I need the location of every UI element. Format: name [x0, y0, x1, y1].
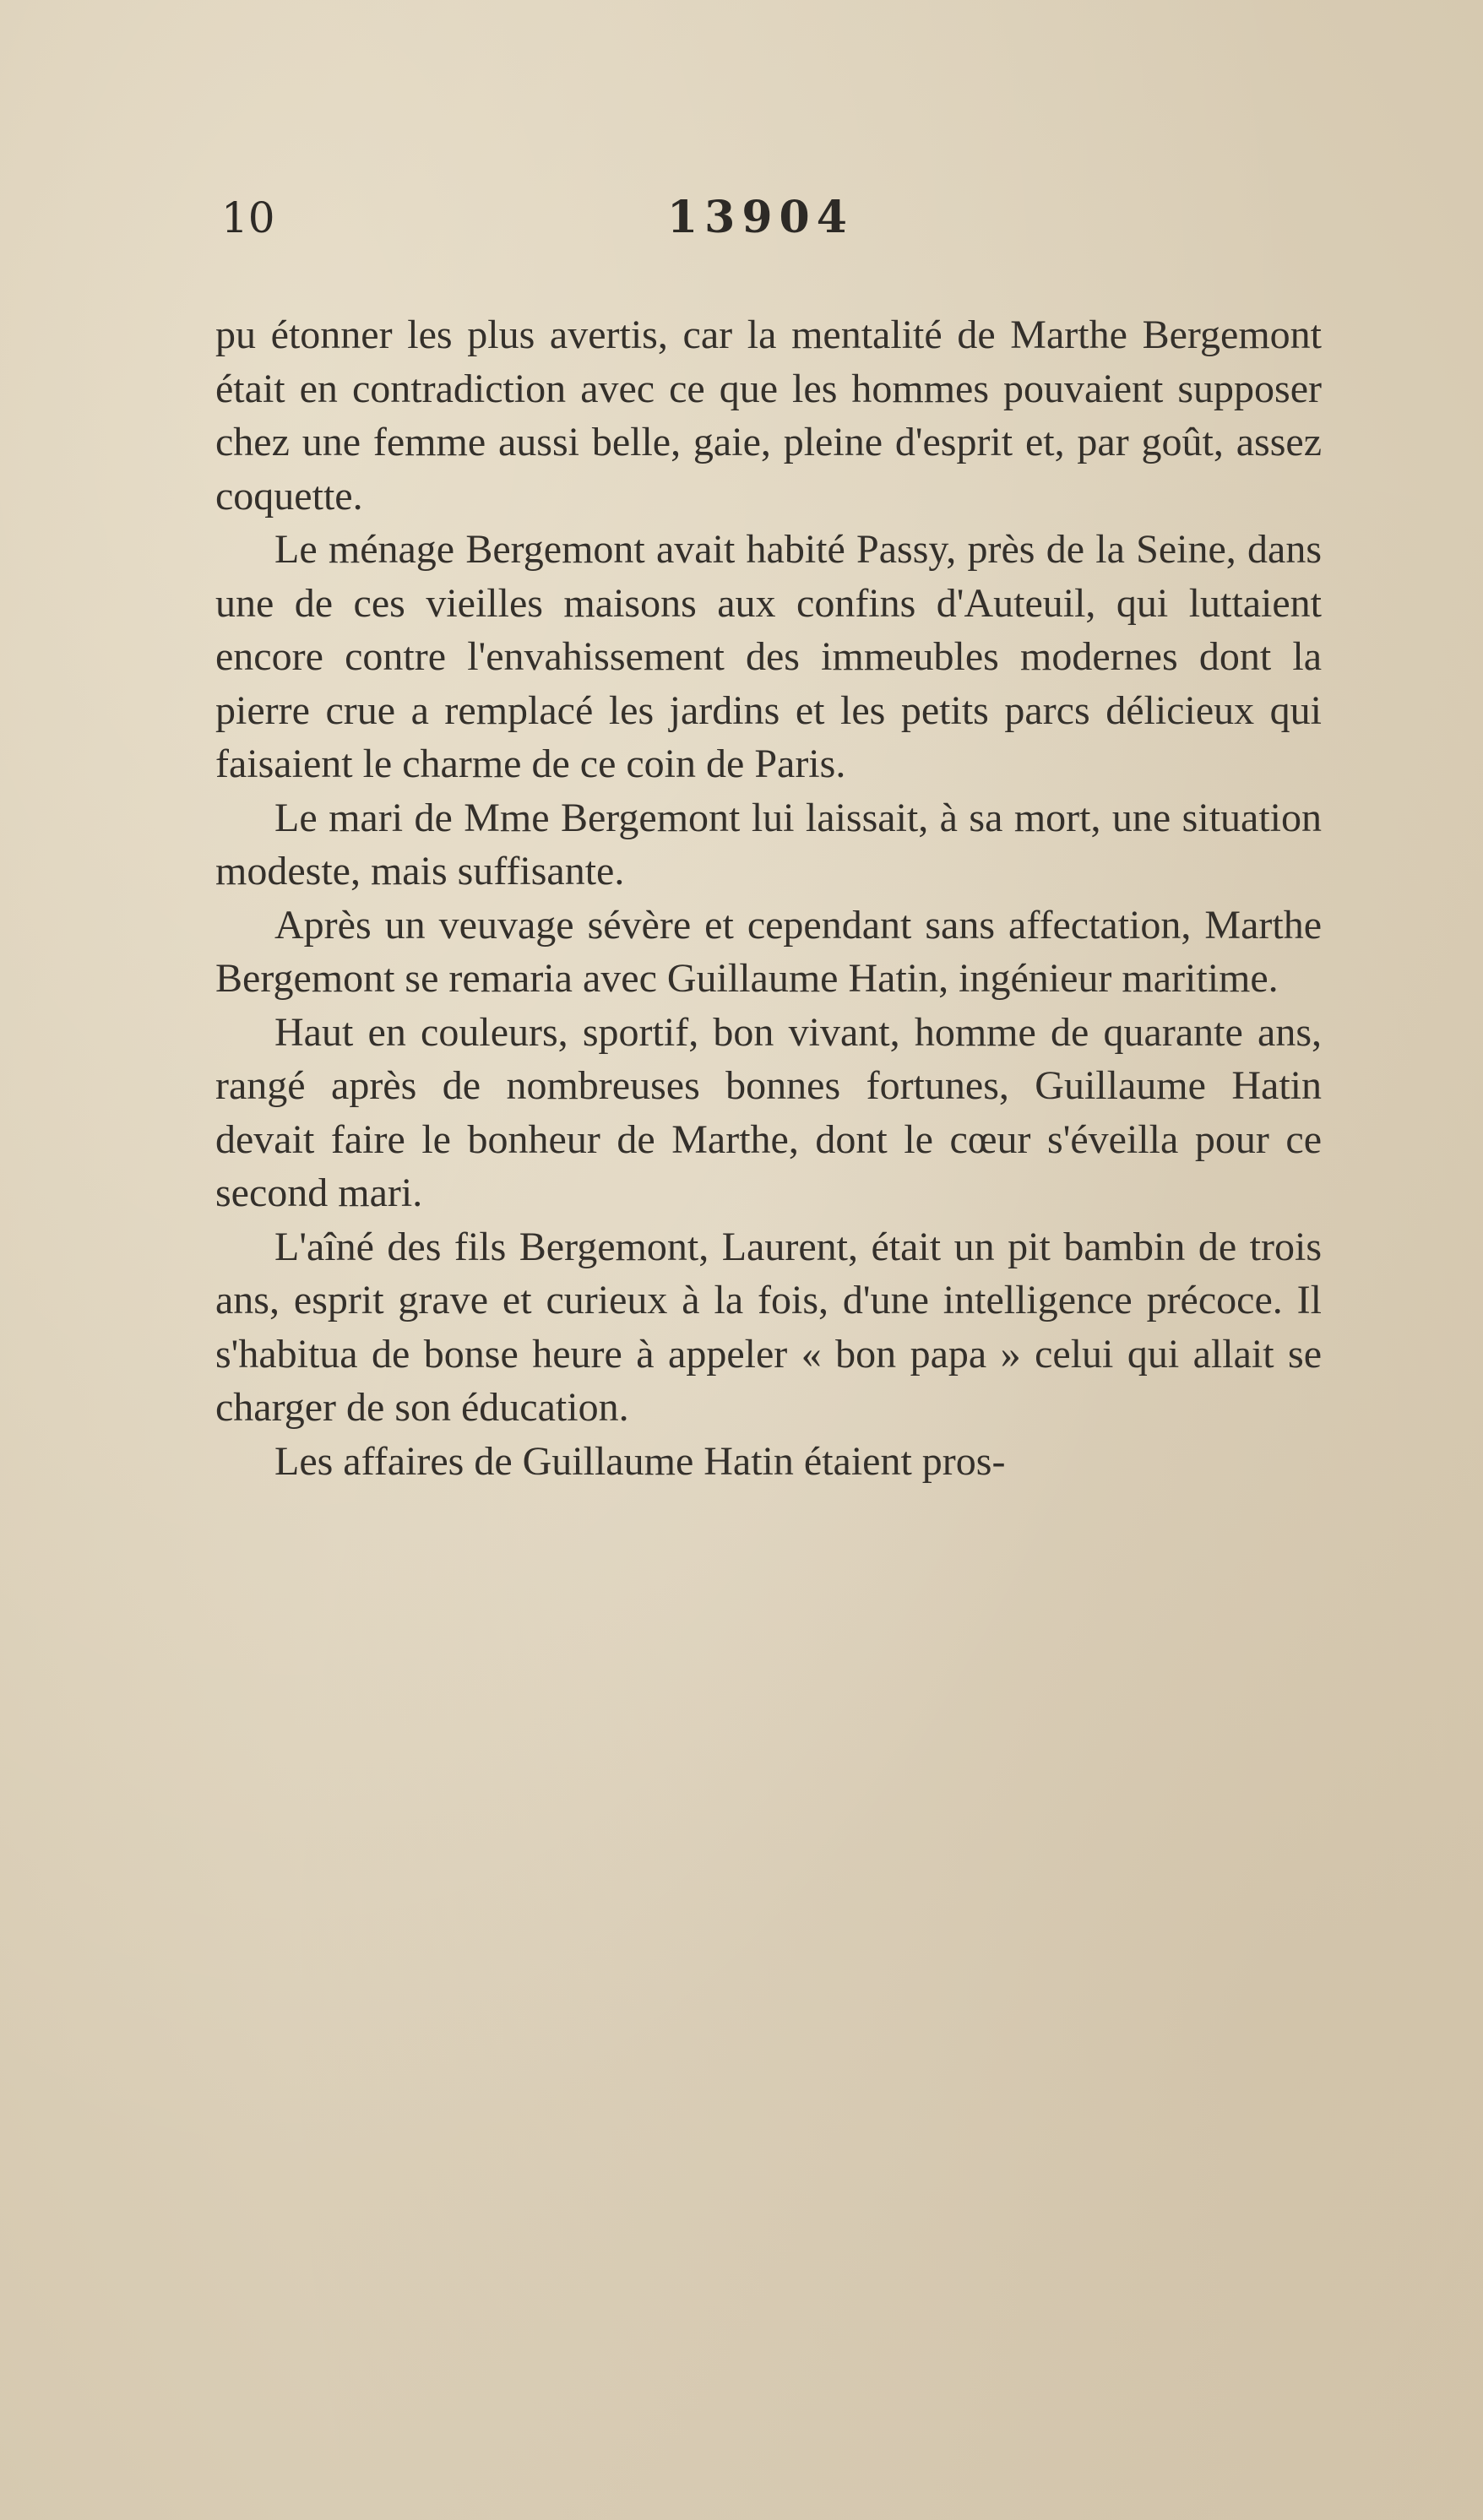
page-header [0, 184, 1483, 252]
paragraph-1: pu étonner les plus avertis, car la mentalité de Marthe Bergemont était en contradiction avec ce que les hommes pouvaient supposer chez une femme aussi belle, gaie, pleine d'esprit et, par goût, assez coquette. [215, 312, 1322, 519]
paragraph-2: Le ménage Bergemont avait habité Passy, près de la Seine, dans une de ces vieilles maisons aux confins d'Auteuil, qui luttaient encore contre l'envahissement des immeubles modernes dont la pierre crue a remplacé les jardins et les petits parcs délicieux qui faisaient le charme de ce coin de Paris. [215, 527, 1322, 786]
paragraph-7: Les affaires de Guillaume Hatin étaient pros- [274, 1438, 1006, 1484]
body-text [215, 308, 1322, 1488]
paragraph-4: Après un veuvage sévère et cependant sans affectation, Marthe Bergemont se remaria avec Guillaume Hatin, ingénieur maritime. [215, 902, 1322, 1001]
page-number: 10 [221, 193, 275, 242]
paragraph-3: Le mari de Mme Bergemont lui laissait, à sa mort, une situation modeste, mais suffisante. [215, 795, 1322, 893]
paragraph-5: Haut en couleurs, sportif, bon vivant, homme de quarante ans, rangé après de nombreuses bonnes fortunes, Guillaume Hatin devait faire le bonheur de Marthe, dont le cœur s'éveilla pour ce second mari. [215, 1009, 1322, 1215]
paragraph-6: L'aîné des fils Bergemont, Laurent, était un pit bambin de trois ans, esprit grave et curieux à la fois, d'une intelligence précoce. Il s'habitua de bonse heure à appeler « bon papa » celui qui allait se charger de son éducation. [215, 1224, 1322, 1430]
running-title: 13904 [667, 192, 854, 243]
